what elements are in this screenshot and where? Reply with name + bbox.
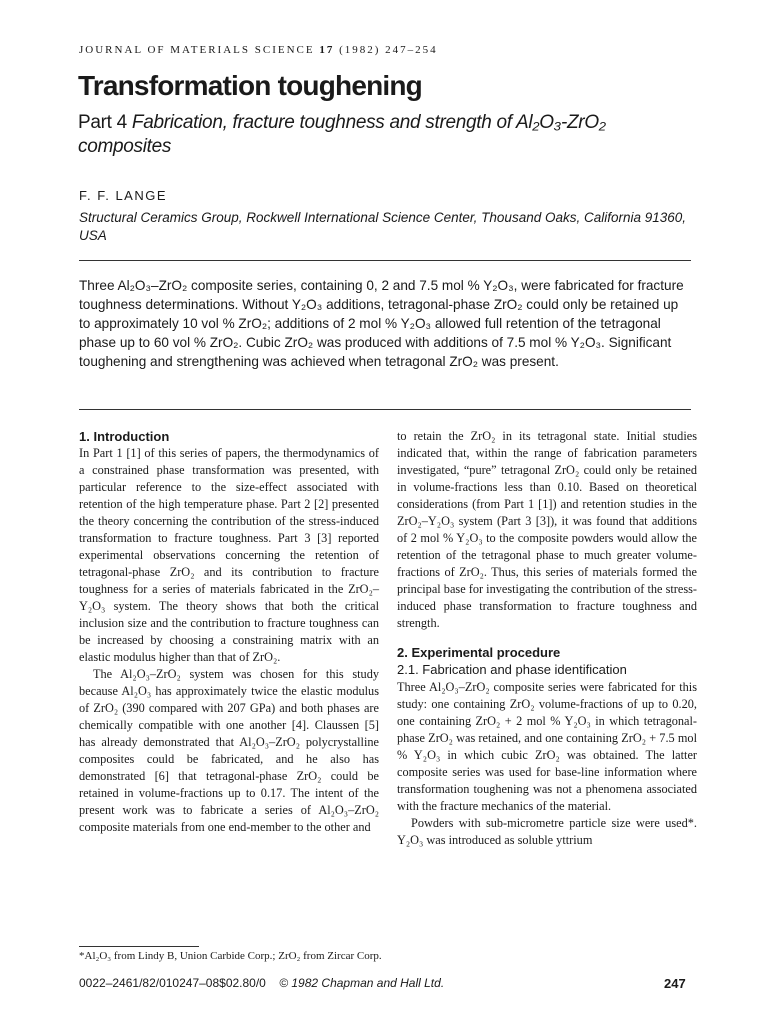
paragraph: The Al₂O₃–ZrO₂ system was chosen for this study because Al₂O₃ has approximately twice the elastic modulus of ZrO₂ (390 compared with 207 GPa) and both phases are chemically compatible with one another [4]. Claussen [5] has already demonstrated that Al₂O₃–ZrO₂ polycrystalline composites could be fabricated, and he also has demonstrated [6] that tetragonal-phase ZrO₂ could be retained in volume-fractions up to 0.17. The intent of the present work was to fabricate a series of Al₂O₃–ZrO₂ composite materials from one end-member to the other and [79,667,379,834]
journal-volume: 17 [319,44,335,56]
author-affiliation: Structural Ceramics Group, Rockwell International Science Center, Thousand Oaks, California 91360, USA [79,210,687,243]
issn: 0022–2461/82/010247–08$02.80/0 [79,976,266,990]
copyright: © 1982 Chapman and Hall Ltd. [279,976,445,990]
abstract [79,276,691,371]
abstract-top-rule [79,260,691,261]
paragraph: In Part 1 [1] of this series of papers, the thermodynamics of a constrained phase transformation was presented, with particular reference to the size-effect associated with retention of the high temperature phase. Part 2 [2] presented the theory concerning the contribution of the stress-induced transformation to fracture toughness. Part 3 [3] reported experimental observations concerning the retention of tetragonal-phase ZrO₂ and its contribution to fracture toughness for a series of materials fabricated in the ZrO₂–Y₂O₃ system. The theory shows that both the critical inclusion size and the contribution to fracture toughness can be increased by choosing a constraining matrix with an elastic modulus higher than that of ZrO₂. [79,446,379,664]
subtitle-text: Fabrication, fracture toughness and strength of Al₂O₃-ZrO₂ composites [78,112,606,157]
paragraph: Three Al₂O₃–ZrO₂ composite series were fabricated for this study: one containing ZrO₂ volume-fractions of up to 0.20, one containing ZrO₂ + 2 mol % Y₂O₃ in which tetragonal-phase ZrO₂ was retained, and one containing ZrO₂ + 7.5 mol % Y₂O₃ in which cubic ZrO₂ was obtained. The latter composite series was used for base-line information where transformation toughening was not a phenomena associated with the fracture mechanics of the material. [397,680,697,813]
journal-name: JOURNAL OF MATERIALS SCIENCE [79,44,315,56]
subtitle-part: Part 4 [78,112,127,133]
paper-subtitle [78,111,638,159]
issn-line [79,976,444,990]
paper-title: Transformation toughening [78,70,422,101]
subsection-heading: 2.1. Fabrication and phase identification [397,662,627,677]
left-column [79,428,379,836]
right-column [397,428,697,849]
section-heading-introduction: 1. Introduction [79,429,170,444]
section-gap [397,632,697,644]
footnote-rule [79,946,199,947]
abstract-bottom-rule [79,409,691,410]
paragraph: Powders with sub-micrometre particle size were used*. Y₂O₃ was introduced as soluble yttrium [397,816,697,847]
author-name: F. F. LANGE [79,188,168,203]
page-number: 247 [664,976,686,991]
journal-header [79,44,438,56]
section-heading-experimental: 2. Experimental procedure [397,645,561,660]
paragraph: to retain the ZrO₂ in its tetragonal state. Initial studies indicated that, within the range of fabrication parameters investigated, “pure” tetragonal ZrO₂ could only be retained in volume-fractions less than 0.10. Based on theoretical considerations (from Part 1 [1]) and retention studies in the ZrO₂–Y₂O₃ system (Part 3 [3]), it was found that additions of 2 mol % Y₂O₃ to the composite powders would allow the retention of the tetragonal phase to much greater volume-fractions of ZrO₂. Thus, this series of materials formed the principal base for investigating the contribution of the stress-induced phase transformation to fracture toughness and strength. [397,429,697,630]
abstract-text: Three Al₂O₃–ZrO₂ composite series, containing 0, 2 and 7.5 mol % Y₂O₃, were fabricated for fracture toughness determinations. Without Y₂O₃ additions, tetragonal-phase ZrO₂ could only be retained up to approximately 10 vol % ZrO₂; additions of 2 mol % Y₂O₃ allowed full retention of the tetragonal phase up to 60 vol % ZrO₂. Cubic ZrO₂ was produced with additions of 7.5 mol % Y₂O₃. Significant toughening and strengthening was achieved when tetragonal ZrO₂ was present. [79,278,684,369]
footnote: *Al₂O₃ from Lindy B, Union Carbide Corp.; ZrO₂ from Zircar Corp. [79,950,382,962]
journal-year-pages: (1982) 247–254 [339,44,438,56]
